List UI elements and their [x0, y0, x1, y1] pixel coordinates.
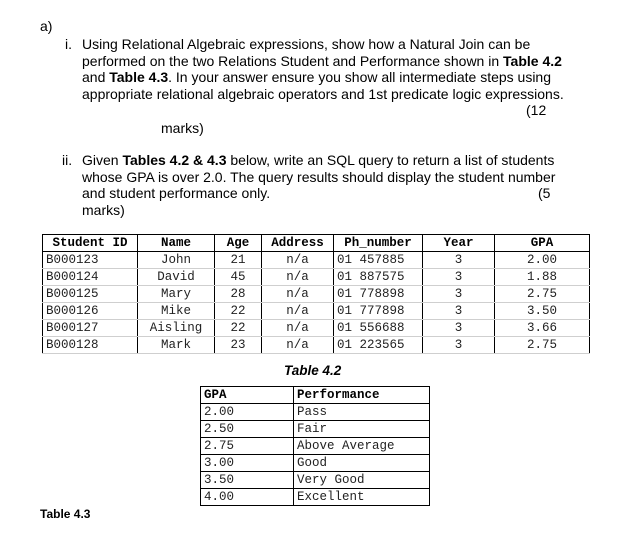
question-ii-label: ii.	[62, 152, 73, 168]
cell-gpa: 1.88	[495, 269, 590, 286]
cell-student-id: B000125	[43, 286, 138, 303]
cell-address: n/a	[262, 320, 334, 337]
cell-age: 22	[215, 320, 262, 337]
cell-ph-number: 01 778898	[334, 286, 423, 303]
cell-ph-number: 01 223565	[334, 337, 423, 354]
col-header-gpa: GPA	[530, 236, 554, 250]
question-i-label: i.	[65, 36, 72, 52]
col-header-address: Address	[262, 235, 334, 252]
col-header-gpa: GPA	[201, 387, 294, 404]
cell-ph-number: 01 457885	[334, 252, 423, 269]
question-i-line-3: and Table 4.3. In your answer ensure you show all intermediate steps using	[82, 69, 552, 85]
question-ii-line-1: Given Tables 4.2 & 4.3 below, write an SQL query to return a list of students	[82, 152, 555, 168]
cell-address: n/a	[262, 286, 334, 303]
cell-address: n/a	[262, 337, 334, 354]
cell-name: Mike	[138, 303, 215, 320]
student-table	[42, 234, 590, 354]
cell-gpa: 2.00	[201, 404, 294, 421]
cell-year: 3	[423, 252, 495, 269]
cell-name: Mary	[138, 286, 215, 303]
tables-reference: Tables 4.2 & 4.3	[122, 152, 227, 168]
cell-name: David	[138, 269, 215, 286]
cell-year: 3	[423, 337, 495, 354]
question-i-line-4: appropriate relational algebraic operators and 1st predicate logic expressions.	[82, 85, 564, 102]
cell-performance: Above Average	[294, 438, 430, 455]
table-row	[201, 472, 430, 489]
question-ii-marks-number: (5	[538, 185, 551, 201]
table-row	[43, 286, 590, 303]
col-header-name: Name	[138, 235, 215, 252]
cell-gpa: 3.50	[495, 303, 590, 320]
cell-ph-number: 01 556688	[334, 320, 423, 337]
cell-name: John	[138, 252, 215, 269]
cell-performance: Pass	[294, 404, 430, 421]
cell-gpa: 3.50	[201, 472, 294, 489]
cell-gpa: 4.00	[201, 489, 294, 506]
part-label: a)	[40, 18, 53, 34]
cell-age: 23	[215, 337, 262, 354]
cell-address: n/a	[262, 269, 334, 286]
table-row	[43, 320, 590, 337]
table-row	[43, 337, 590, 354]
cell-year: 3	[423, 320, 495, 337]
cell-gpa: 2.75	[495, 337, 590, 354]
cell-year: 3	[423, 303, 495, 320]
col-header-age: Age	[215, 235, 262, 252]
table-4-3-caption: Table 4.3	[40, 507, 91, 521]
cell-name: Aisling	[138, 320, 215, 337]
question-ii-text	[82, 152, 597, 218]
cell-year: 3	[423, 286, 495, 303]
cell-ph-number: 01 887575	[334, 269, 423, 286]
cell-student-id: B000126	[43, 303, 138, 320]
cell-performance: Fair	[294, 421, 430, 438]
cell-performance: Excellent	[294, 489, 430, 506]
cell-address: n/a	[262, 252, 334, 269]
table-row	[43, 252, 590, 269]
cell-ph-number: 01 777898	[334, 303, 423, 320]
cell-gpa: 2.75	[495, 286, 590, 303]
question-ii-marks-word: marks)	[82, 201, 125, 218]
question-i-line-1: Using Relational Algebraic expressions, show how a Natural Join can be	[82, 36, 531, 52]
cell-year: 3	[423, 269, 495, 286]
cell-performance: Very Good	[294, 472, 430, 489]
cell-age: 21	[215, 252, 262, 269]
col-header-student-id: Student ID	[43, 235, 138, 252]
cell-student-id: B000124	[43, 269, 138, 286]
table-4-2-reference: Table 4.2	[503, 52, 562, 69]
cell-age: 45	[215, 269, 262, 286]
performance-table-header-row	[201, 387, 430, 404]
cell-gpa: 3.66	[495, 320, 590, 337]
cell-student-id: B000128	[43, 337, 138, 354]
cell-gpa: 2.00	[495, 252, 590, 269]
cell-student-id: B000123	[43, 252, 138, 269]
table-row	[201, 404, 430, 421]
table-row	[43, 269, 590, 286]
col-header-year: Year	[423, 235, 495, 252]
question-i-marks-word: marks)	[161, 120, 204, 136]
table-row	[201, 421, 430, 438]
question-i-text	[82, 36, 597, 102]
cell-student-id: B000127	[43, 320, 138, 337]
table-4-3-reference: Table 4.3	[109, 69, 169, 85]
performance-table	[200, 386, 430, 506]
table-4-2-caption: Table 4.2	[284, 363, 342, 378]
cell-gpa: 2.75	[201, 438, 294, 455]
question-i-line-2: performed on the two Relations Student and Performance shown in Table 4.2	[82, 52, 562, 69]
student-table-header-row	[43, 235, 590, 252]
cell-gpa: 3.00	[201, 455, 294, 472]
col-header-performance: Performance	[294, 387, 430, 404]
table-row	[201, 438, 430, 455]
table-row	[201, 489, 430, 506]
cell-address: n/a	[262, 303, 334, 320]
question-ii-line-2: whose GPA is over 2.0. The query results should display the student number	[82, 168, 556, 185]
question-i-marks-number: (12	[526, 102, 547, 118]
cell-gpa: 2.50	[201, 421, 294, 438]
table-row	[201, 455, 430, 472]
cell-performance: Good	[294, 455, 430, 472]
table-row	[43, 303, 590, 320]
question-ii-line-3: and student performance only.	[82, 185, 271, 201]
cell-name: Mark	[138, 337, 215, 354]
col-header-ph-number: Ph_number	[334, 235, 423, 252]
cell-age: 28	[215, 286, 262, 303]
cell-age: 22	[215, 303, 262, 320]
